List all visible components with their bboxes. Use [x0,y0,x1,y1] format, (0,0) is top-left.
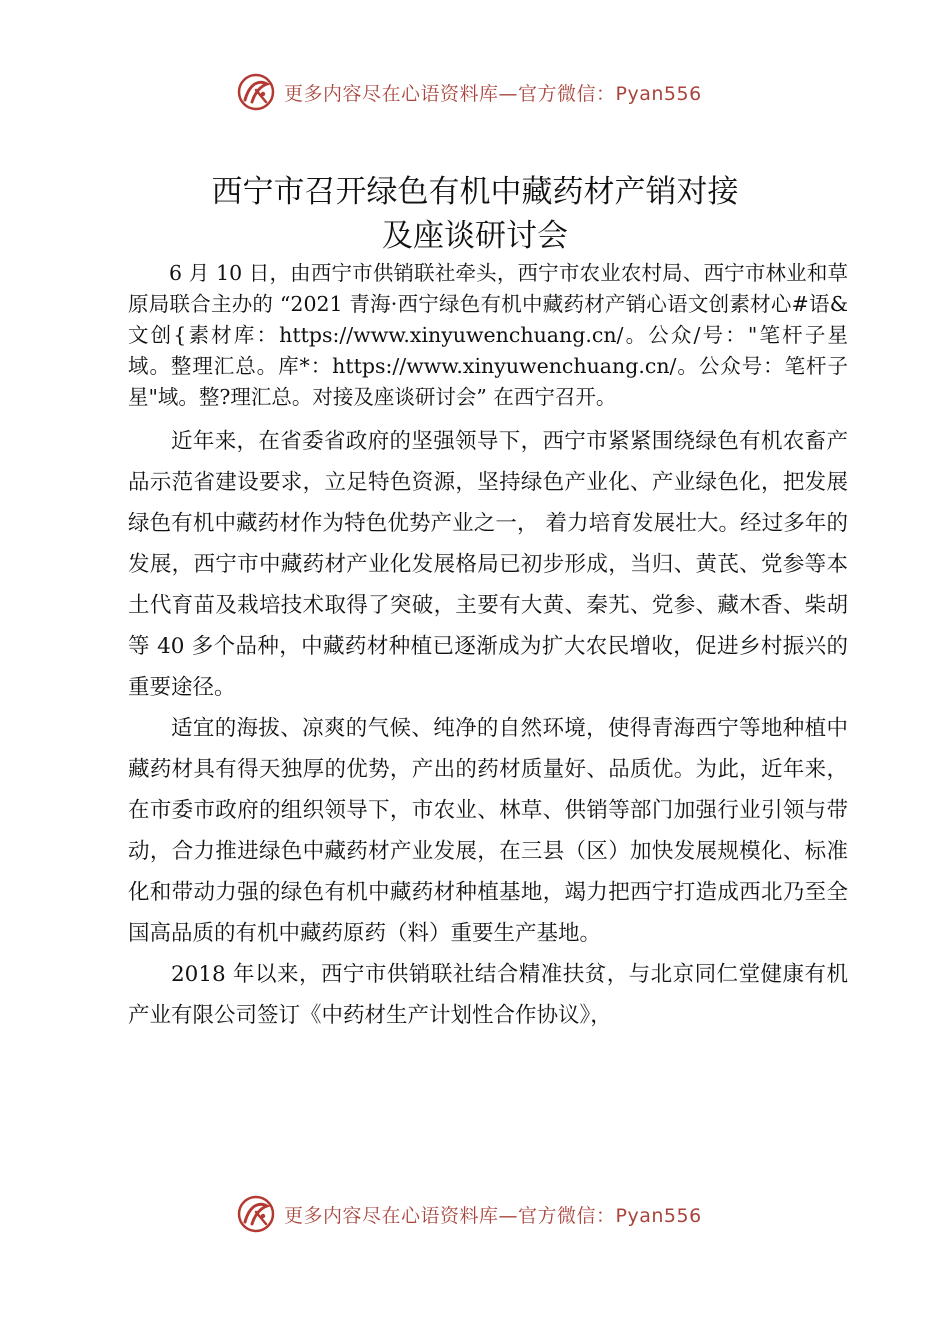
paragraph-2: 近年来，在省委省政府的坚强领导下，西宁市紧紧围绕绿色有机农畜产品示范省建设要求，立足特色资源，坚持绿色产业化、产业绿色化，把发展绿色有机中藏药材作为特色优势产业之一， 着力培育发展壮大。经过多年的发展，西宁市中藏药材产业化发展格局已初步形成，当归、黄芪、党参等本土代育苗及栽培技术取得了突破，主要有大黄、秦艽、党参、藏木香、柴胡等 40 多个品种，中藏药材种植已逐渐成为扩大农民增收，促进乡村振兴的重要途径。 [128,429,848,700]
article-title-line-1: 西宁市召开绿色有机中藏药材产销对接 [211,174,739,210]
paragraph-1: 6 月 10 日，由西宁市供销联社牵头，西宁市农业农村局、西宁市林业和草原局联合主办的 “2021 青海·西宁绿色有机中藏药材产销心语文创素材心#语&文创{素材库：https://www.xinyuwenchuang.cn/。公众/号："笔杆子星域。整理汇总。库*：https://www.xinyuwenchuang.cn/。公众号：笔杆子星"域。整?理汇总。对接及座谈研讨会” 在西宁召开。 [128,261,848,409]
header-banner[interactable] [236,70,756,114]
red-calligraphy-logo-icon [236,72,276,112]
paragraph-3: 适宜的海拔、凉爽的气候、纯净的自然环境，使得青海西宁等地种植中藏药材具有得天独厚的优势，产出的药材质量好、品质优。为此，近年来，在市委市政府的组织领导下，市农业、林草、供销等部门加强行业引领与带动，合力推进绿色中藏药材产业发展，在三县（区）加快发展规模化、标准化和带动力强的绿色有机中藏药材种植基地，竭力把西宁打造成西北乃至全国高品质的有机中藏药原药（料）重要生产基地。 [128,716,848,946]
article-body [128,258,848,1036]
header-banner-text: 更多内容尽在心语资料库—官方微信：Pyan556 [284,82,702,105]
paragraph-4: 2018 年以来，西宁市供销联社结合精准扶贫，与北京同仁堂健康有机产业有限公司签订《中药材生产计划性合作协议》， [128,962,848,1028]
footer-banner-text: 更多内容尽在心语资料库—官方微信：Pyan556 [284,1204,702,1227]
article-title-line-2: 及座谈研讨会 [382,218,568,254]
footer-banner[interactable] [236,1192,756,1236]
red-calligraphy-logo-icon [236,1194,276,1234]
